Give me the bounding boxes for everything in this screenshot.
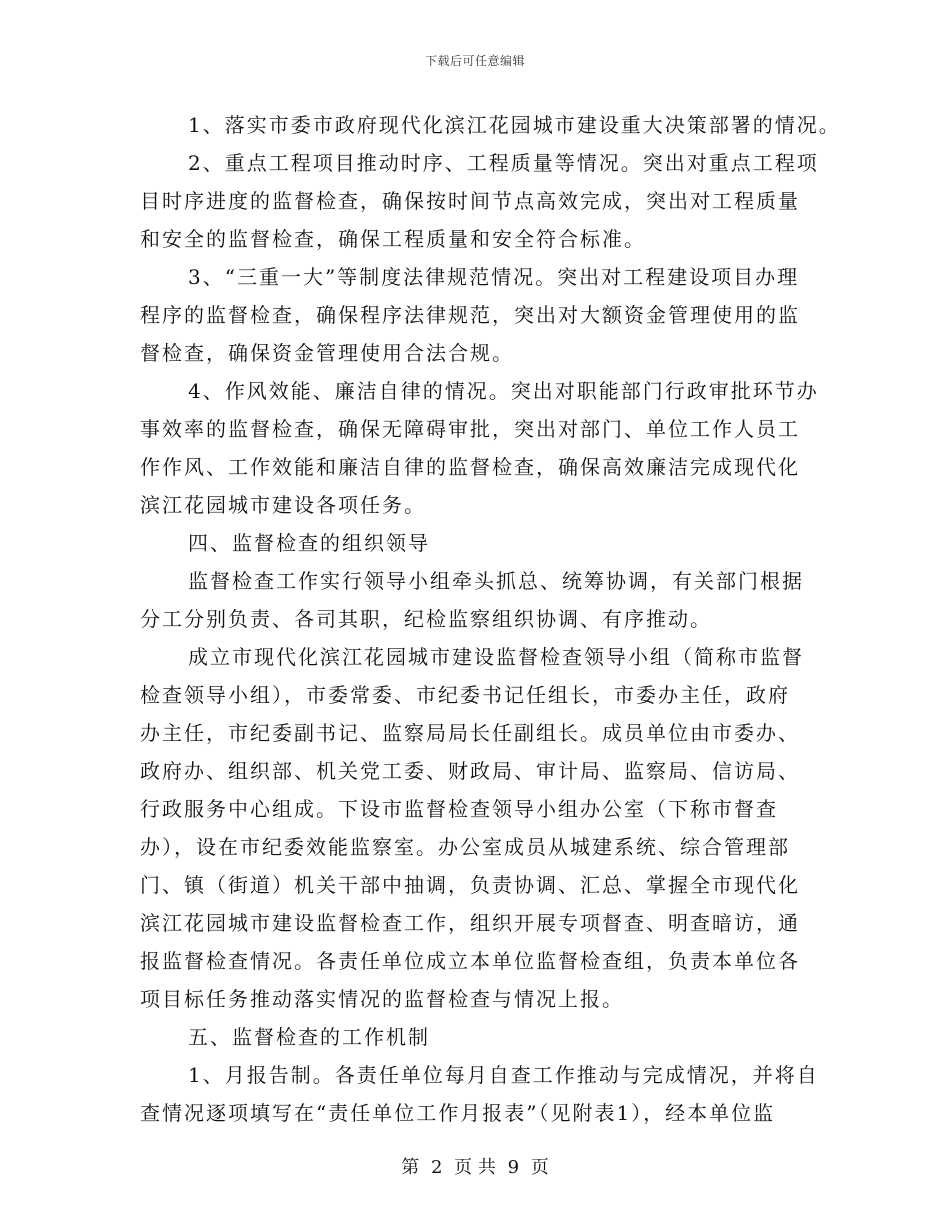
text-line: 门、镇（街道）机关干部中抽调，负责协调、汇总、掌握全市现代化 (140, 873, 800, 897)
text-line: 成立市现代化滨江花园城市建设监督检查领导小组（简称市监督 (188, 645, 804, 669)
text-line: 报监督检查情况。各责任单位成立本单位监督检查组，负责本单位各 (140, 949, 800, 973)
text-line: 五、监督检查的工作机制 (188, 1025, 430, 1049)
page-header: 下载后可任意编辑 (424, 54, 525, 68)
text-line: 办主任，市纪委副书记、监察局局长任副组长。成员单位由市委办、 (140, 721, 800, 745)
text-line: 行政服务中心组成。下设市监督检查领导小组办公室（下称市督查 (140, 797, 778, 821)
text-line: 政府办、组织部、机关党工委、财政局、审计局、监察局、信访局、 (140, 759, 800, 783)
document-body (140, 106, 841, 1132)
text-line: 1、落实市委市政府现代化滨江花园城市建设重大决策部署的情况。 (188, 113, 841, 137)
text-line: 分工分别负责、各司其职，纪检监察组织协调、有序推动。 (140, 607, 712, 631)
footer-total-pages: 9 (507, 1157, 520, 1178)
text-line: 程序的监督检查，确保程序法律规范，突出对大额资金管理使用的监 (140, 303, 800, 327)
text-line: 和安全的监督检查，确保工程质量和安全符合标准。 (140, 227, 646, 251)
footer-prefix: 第 (401, 1157, 420, 1178)
footer-middle: 页 共 (454, 1157, 496, 1178)
text-line: 4、作风效能、廉洁自律的情况。突出对职能部门行政审批环节办 (188, 379, 819, 403)
text-line: 作作风、工作效能和廉洁自律的监督检查，确保高效廉洁完成现代化 (140, 455, 800, 479)
footer-suffix: 页 (530, 1157, 549, 1178)
text-line: 办），设在市纪委效能监察室。办公室成员从城建系统、综合管理部 (140, 835, 790, 859)
text-line: 滨江花园城市建设监督检查工作，组织开展专项督查、明查暗访，通 (140, 911, 800, 935)
text-line: 检查领导小组），市委常委、市纪委书记任组长，市委办主任，政府 (140, 683, 790, 707)
footer-current-page: 2 (430, 1157, 443, 1178)
text-line: 查情况逐项填写在“责任单位工作月报表”（见附表1），经本单位监 (140, 1101, 776, 1125)
text-line: 监督检查工作实行领导小组牵头抓总、统筹协调，有关部门根据 (188, 569, 804, 593)
text-line: 目时序进度的监督检查，确保按时间节点高效完成，突出对工程质量 (140, 189, 800, 213)
text-line: 督检查，确保资金管理使用合法合规。 (140, 341, 514, 365)
text-line: 项目标任务推动落实情况的监督检查与情况上报。 (140, 987, 624, 1011)
text-line: 四、监督检查的组织领导 (188, 531, 430, 555)
text-line: 滨江花园城市建设各项任务。 (140, 493, 426, 517)
text-line: 1、月报告制。各责任单位每月自查工作推动与完成情况，并将自 (188, 1063, 819, 1087)
text-line: 事效率的监督检查，确保无障碍审批，突出对部门、单位工作人员工 (140, 417, 800, 441)
page-footer (0, 1153, 950, 1179)
text-line: 2、重点工程项目推动时序、工程质量等情况。突出对重点工程项 (188, 151, 819, 175)
text-line: 3、“三重一大”等制度法律规范情况。突出对工程建设项目办理 (188, 265, 800, 289)
